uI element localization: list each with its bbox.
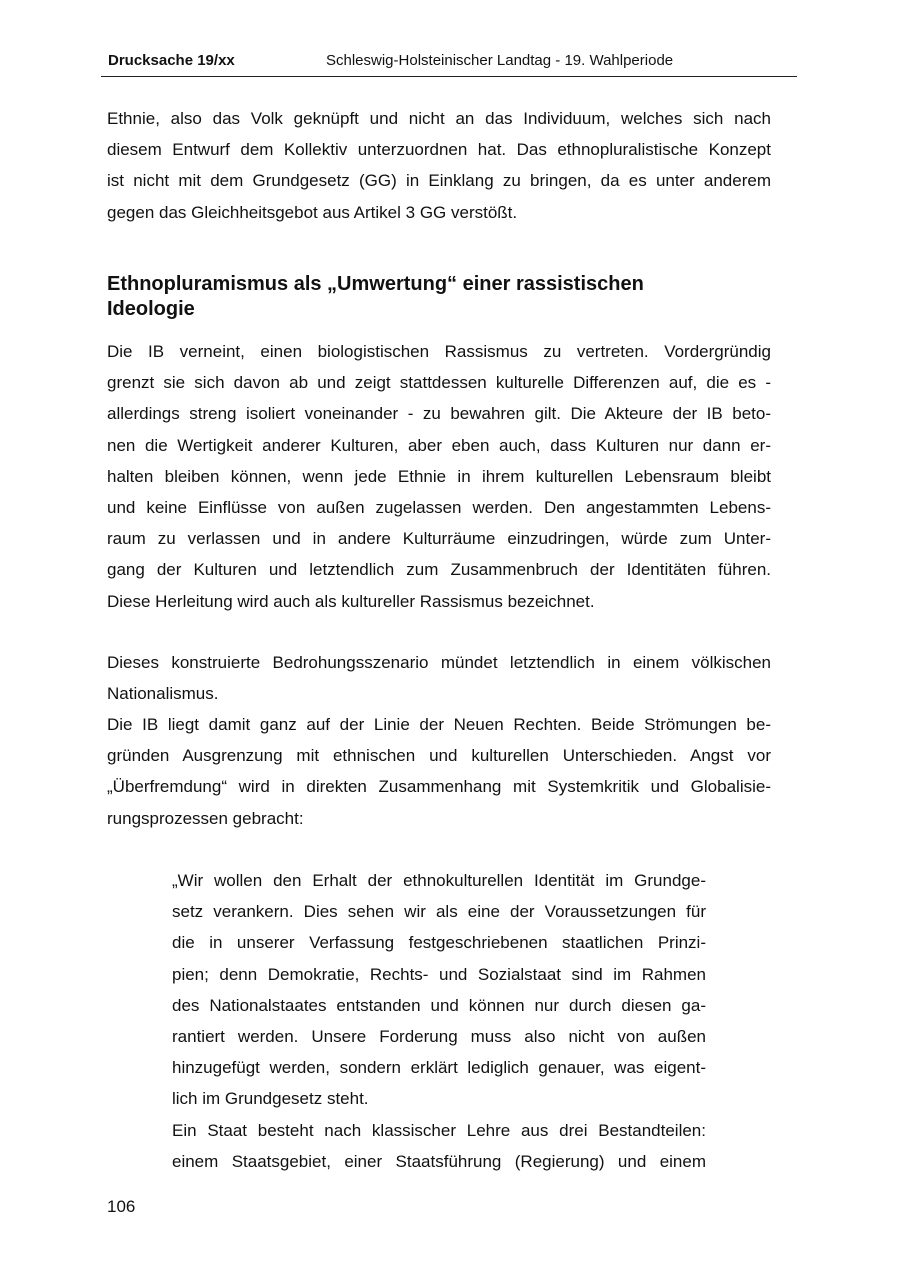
text-line: halten bleiben können, wenn jede Ethnie in ihrem kulturellen Lebensraum bleibt [107, 466, 771, 486]
text-line: gegen das Gleichheitsgebot aus Artikel 3 GG verstößt. [107, 202, 518, 222]
quote-line: des Nationalstaates entstanden und können nur durch diesen ga- [172, 995, 706, 1015]
paragraph-new-right [107, 709, 771, 834]
text-line: gründen Ausgrenzung mit ethnischen und kulturellen Unterschieden. Angst vor [107, 746, 771, 766]
page-number: 106 [107, 1197, 136, 1216]
heading-line: Ethnopluramismus als „Umwertung“ einer rassistischen [107, 273, 644, 295]
paragraph-ib-racism [107, 336, 771, 617]
quote-line: „Wir wollen den Erhalt der ethnokulturellen Identität im Grundge- [172, 871, 706, 890]
document-number: Drucksache 19/xx [108, 52, 235, 69]
quote-line: einem Staatsgebiet, einer Staatsführung (Regierung) und einem [172, 1151, 706, 1171]
quote-line: rantiert werden. Unsere Forderung muss also nicht von außen [172, 1027, 706, 1047]
text-line: grenzt sie sich davon ab und zeigt stattdessen kulturelle Differenzen auf, die es - [107, 373, 771, 393]
section-heading [107, 272, 771, 322]
parliament-title: Schleswig-Holsteinischer Landtag - 19. Wahlperiode [326, 52, 674, 69]
text-line: Die IB verneint, einen biologistischen Rassismus zu vertreten. Vordergründig [107, 342, 771, 361]
text-line: gang der Kulturen und letztendlich zum Zusammenbruch der Identitäten führen. [107, 560, 771, 580]
text-line: „Überfremdung“ wird in direkten Zusammenhang mit Systemkritik und Globalisie- [107, 777, 771, 797]
text-line: rungsprozessen gebracht: [107, 808, 304, 828]
text-line: Dieses konstruierte Bedrohungsszenario mündet letztendlich in einem völkischen [107, 653, 771, 672]
quote-line: Ein Staat besteht nach klassischer Lehre aus drei Bestandteilen: [172, 1120, 706, 1140]
text-line: Nationalismus. [107, 684, 219, 704]
quote-line: pien; denn Demokratie, Rechts- und Sozialstaat sind im Rahmen [172, 964, 706, 984]
text-line: allerdings streng isoliert voneinander - zu bewahren gilt. Die Akteure der IB beto- [107, 404, 771, 424]
text-line: Diese Herleitung wird auch als kultureller Rassismus bezeichnet. [107, 591, 595, 611]
quote-line: setz verankern. Dies sehen wir als eine der Voraussetzungen für [172, 902, 706, 922]
heading-line: Ideologie [107, 298, 195, 320]
text-line: ist nicht mit dem Grundgesetz (GG) in Einklang zu bringen, da es unter anderem [107, 171, 771, 191]
text-line: nen die Wertigkeit anderer Kulturen, aber eben auch, dass Kulturen nur dann er- [107, 435, 771, 455]
text-line: diesem Entwurf dem Kollektiv unterzuordnen hat. Das ethnopluralistische Konzept [107, 140, 771, 160]
paragraph-nationalism [107, 647, 771, 709]
text-line: Ethnie, also das Volk geknüpft und nicht an das Individuum, welches sich nach [107, 109, 771, 128]
text-line: raum zu verlassen und in andere Kulturräume einzudringen, würde zum Unter- [107, 529, 771, 549]
quote-line: lich im Grundgesetz steht. [172, 1089, 369, 1109]
quote-line: die in unserer Verfassung festgeschriebenen staatlichen Prinzi- [172, 933, 706, 953]
paragraph-intro [107, 103, 771, 228]
quote-line: hinzugefügt werden, sondern erklärt lediglich genauer, was eigent- [172, 1058, 706, 1078]
text-line: und keine Einflüsse von außen zugelassen werden. Den angestammten Lebens- [107, 498, 771, 518]
page-header [101, 52, 797, 77]
text-line: Die IB liegt damit ganz auf der Linie der Neuen Rechten. Beide Strömungen be- [107, 715, 771, 734]
block-quote [172, 865, 706, 1177]
